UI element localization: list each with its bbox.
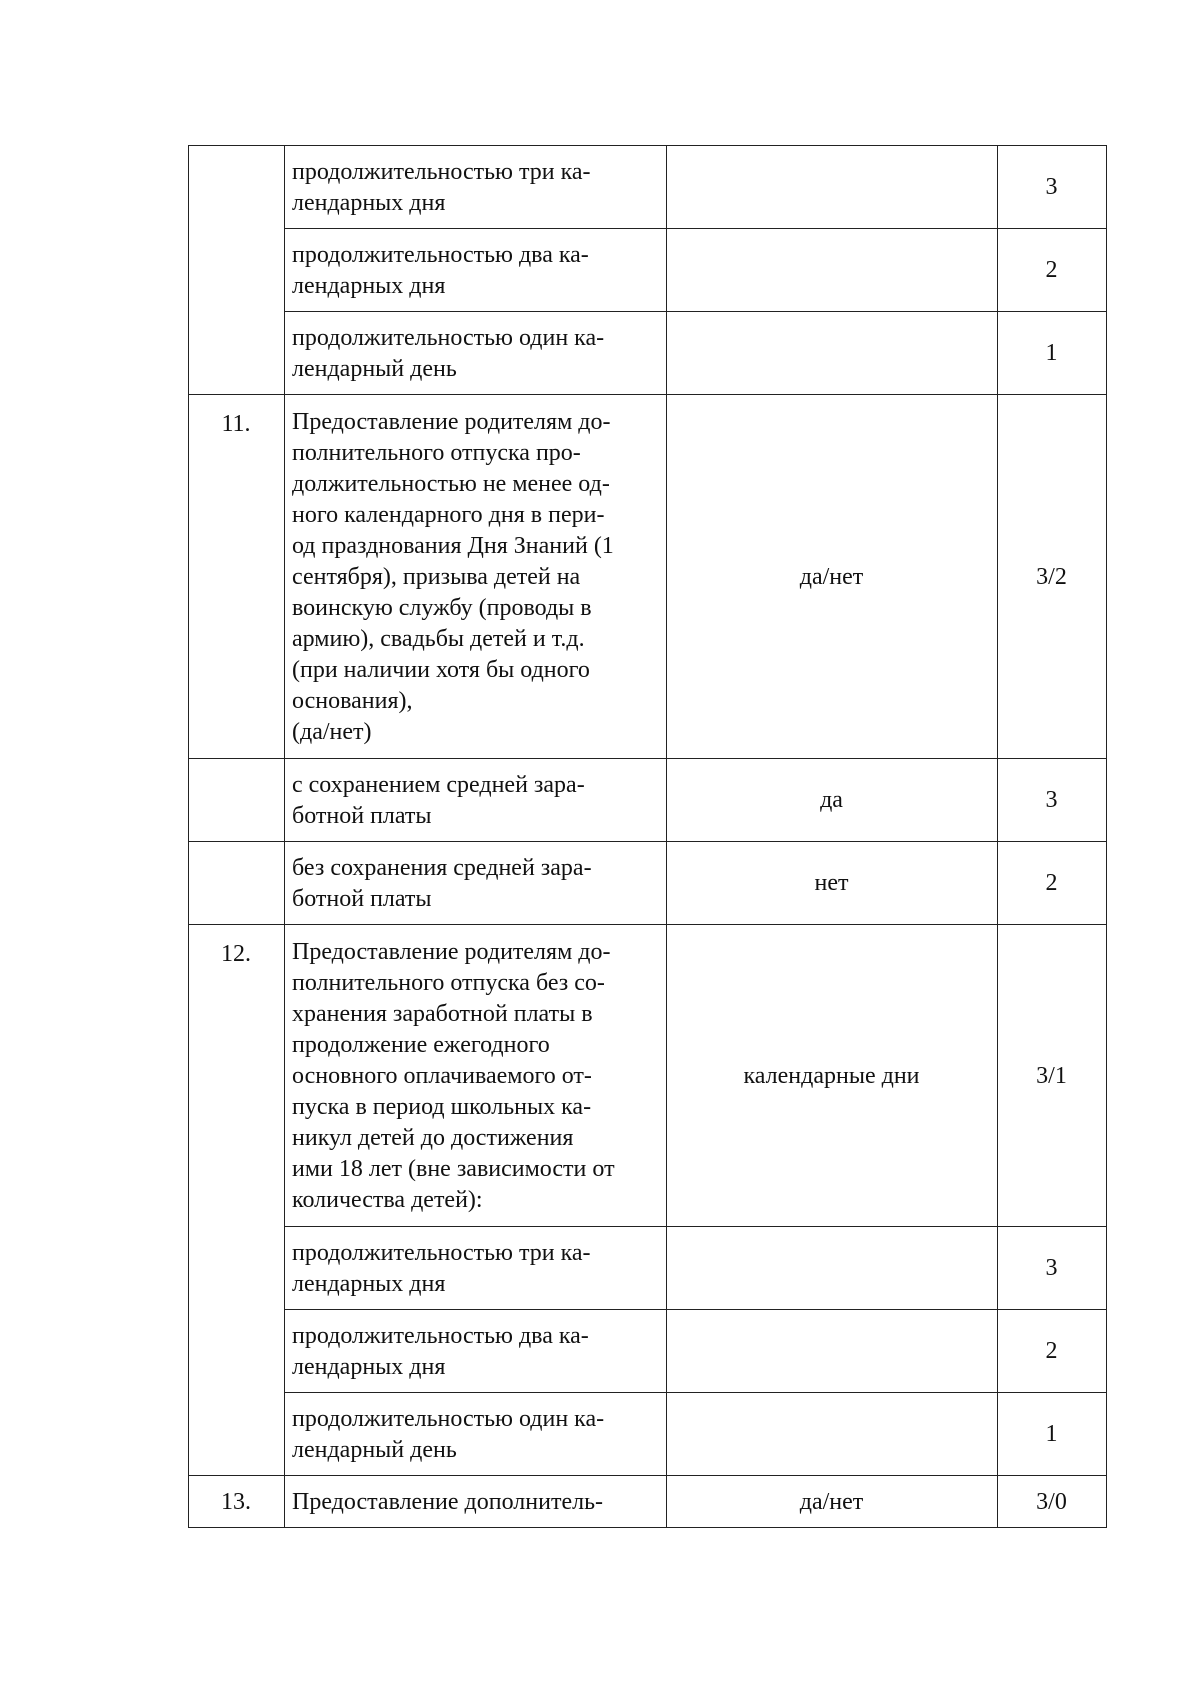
criterion-text: Предоставление дополнитель- bbox=[285, 1476, 667, 1528]
points-cell: 2 bbox=[998, 842, 1107, 925]
table-row bbox=[189, 1476, 1107, 1528]
table-row bbox=[189, 842, 1107, 925]
unit-cell bbox=[667, 1227, 998, 1310]
criterion-text: продолжительностью три ка- лендарных дня bbox=[285, 1227, 667, 1310]
points-cell: 2 bbox=[998, 229, 1107, 312]
unit-cell bbox=[667, 312, 998, 395]
row-number bbox=[189, 146, 285, 395]
points-cell: 3/1 bbox=[998, 925, 1107, 1227]
points-cell: 1 bbox=[998, 312, 1107, 395]
criterion-text: продолжительностью один ка- лендарный день bbox=[285, 312, 667, 395]
points-cell: 1 bbox=[998, 1393, 1107, 1476]
criterion-text: продолжительностью один ка- лендарный день bbox=[285, 1393, 667, 1476]
benefits-table bbox=[188, 145, 1107, 1528]
row-number: 11. bbox=[189, 395, 285, 759]
unit-cell bbox=[667, 146, 998, 229]
row-number bbox=[189, 759, 285, 842]
unit-cell bbox=[667, 1393, 998, 1476]
points-cell: 3 bbox=[998, 146, 1107, 229]
table-row bbox=[189, 312, 1107, 395]
unit-cell: нет bbox=[667, 842, 998, 925]
unit-cell bbox=[667, 229, 998, 312]
points-cell: 3 bbox=[998, 1227, 1107, 1310]
unit-cell: календарные дни bbox=[667, 925, 998, 1227]
table-row bbox=[189, 759, 1107, 842]
points-cell: 3/2 bbox=[998, 395, 1107, 759]
row-number: 13. bbox=[189, 1476, 285, 1528]
table-row bbox=[189, 395, 1107, 759]
table-row bbox=[189, 1227, 1107, 1310]
criterion-text: Предоставление родителям до- полнительного отпуска без со- хранения заработной платы в продолжение ежегодного основного оплачиваемого от- пуска в период школьных ка- никул детей до достижения ими 18 лет (вне зависимости от количества детей): bbox=[285, 925, 667, 1227]
criterion-text: продолжительностью два ка- лендарных дня bbox=[285, 229, 667, 312]
table-row bbox=[189, 146, 1107, 229]
unit-cell: да/нет bbox=[667, 1476, 998, 1528]
row-number: 12. bbox=[189, 925, 285, 1476]
criterion-text: без сохранения средней зара- ботной платы bbox=[285, 842, 667, 925]
table-row bbox=[189, 229, 1107, 312]
table-row bbox=[189, 1310, 1107, 1393]
unit-cell bbox=[667, 1310, 998, 1393]
points-cell: 2 bbox=[998, 1310, 1107, 1393]
table-row bbox=[189, 1393, 1107, 1476]
criterion-text: Предоставление родителям до- полнительного отпуска про- должительностью не менее од- ного календарного дня в пери- од празднования Дня Знаний (1 сентября), призыва детей на воинскую службу (проводы в армию), свадьбы детей и т.д. (при наличии хотя бы одного основания), (да/нет) bbox=[285, 395, 667, 759]
criterion-text: продолжительностью два ка- лендарных дня bbox=[285, 1310, 667, 1393]
criterion-text: с сохранением средней зара- ботной платы bbox=[285, 759, 667, 842]
unit-cell: да/нет bbox=[667, 395, 998, 759]
points-cell: 3 bbox=[998, 759, 1107, 842]
table-row bbox=[189, 925, 1107, 1227]
unit-cell: да bbox=[667, 759, 998, 842]
points-cell: 3/0 bbox=[998, 1476, 1107, 1528]
row-number bbox=[189, 842, 285, 925]
criterion-text: продолжительностью три ка- лендарных дня bbox=[285, 146, 667, 229]
